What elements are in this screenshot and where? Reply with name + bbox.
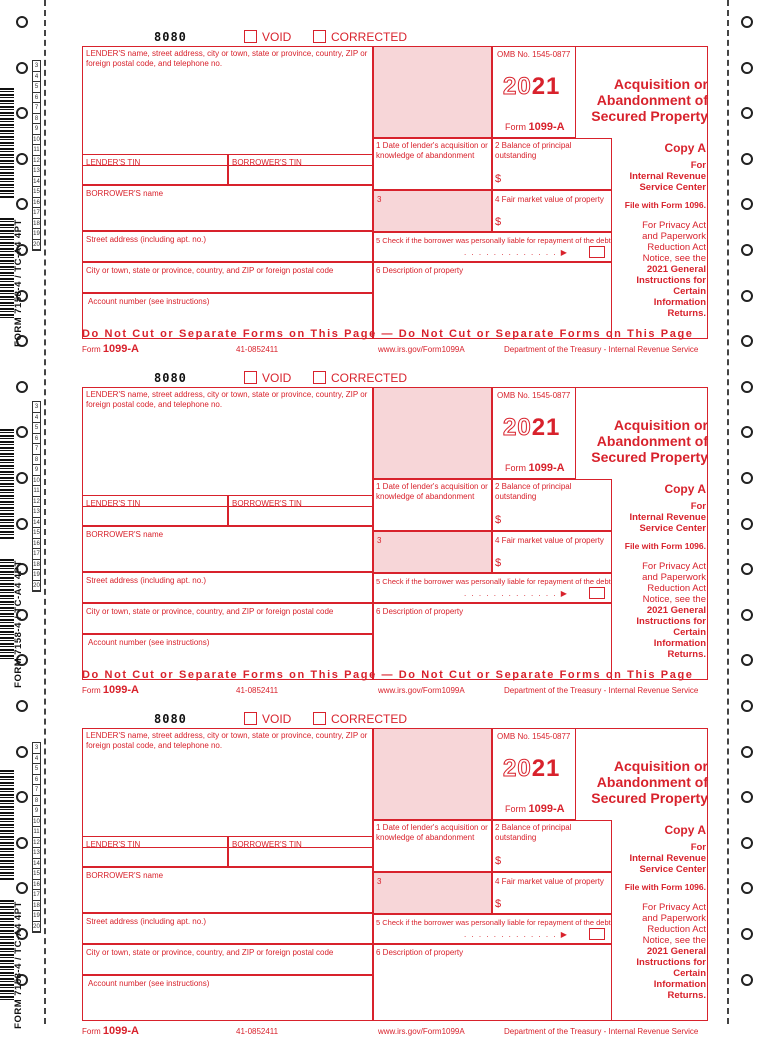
line-number: 18 bbox=[33, 560, 40, 571]
street-address-field[interactable] bbox=[82, 572, 373, 603]
box4-dollar: $ bbox=[495, 898, 502, 910]
shaded-box bbox=[373, 46, 492, 138]
borrower-name-field[interactable] bbox=[82, 185, 373, 231]
corrected-box[interactable] bbox=[313, 371, 326, 384]
void-label: VOID bbox=[262, 30, 292, 44]
line-number: 10 bbox=[33, 476, 40, 487]
barcode-top bbox=[0, 770, 14, 880]
borrower-tin-label: BORROWER'S TIN bbox=[232, 158, 302, 167]
irs-center: For Internal Revenue Service Center bbox=[629, 842, 706, 875]
street-address-label: Street address (including apt. no.) bbox=[86, 917, 207, 926]
line-number: 4 bbox=[33, 72, 40, 83]
corrected-checkbox[interactable] bbox=[313, 712, 407, 728]
line-number: 14 bbox=[33, 859, 40, 870]
line-number: 17 bbox=[33, 208, 40, 219]
footer-catalog: 41-0852411 bbox=[236, 345, 279, 354]
corrected-label: CORRECTED bbox=[331, 30, 408, 44]
line-number: 3 bbox=[33, 743, 40, 754]
line-number: 12 bbox=[33, 838, 40, 849]
lender-info-field[interactable] bbox=[82, 46, 373, 166]
line-number: 19 bbox=[33, 229, 40, 240]
box1-label: 1 Date of lender's acquisition or knowledge of abandonment bbox=[376, 823, 488, 842]
borrower-tin-field[interactable] bbox=[228, 154, 373, 185]
box3-field[interactable] bbox=[373, 531, 492, 573]
box3-field[interactable] bbox=[373, 190, 492, 232]
line-number: 20 bbox=[33, 922, 40, 933]
omb-number: OMB No. 1545-0877 bbox=[497, 732, 571, 741]
line-number: 4 bbox=[33, 413, 40, 424]
lender-info-label: LENDER'S name, street address, city or town, state or province, country, ZIP or foreign postal code, and telephone no. bbox=[86, 49, 368, 68]
copy-a-label: Copy A bbox=[664, 482, 706, 496]
do-not-cut-notice: Do Not Cut or Separate Forms on This Page — Do Not Cut or Separate Forms on This Page bbox=[82, 328, 694, 340]
box2-dollar: $ bbox=[495, 173, 502, 185]
line-number: 14 bbox=[33, 177, 40, 188]
copy-a-label: Copy A bbox=[664, 141, 706, 155]
box2-field[interactable] bbox=[492, 138, 612, 190]
barcode-bottom bbox=[0, 218, 14, 318]
corrected-box[interactable] bbox=[313, 30, 326, 43]
void-box[interactable] bbox=[244, 712, 257, 725]
line-number-strip bbox=[32, 401, 41, 592]
borrower-tin-label: BORROWER'S TIN bbox=[232, 499, 302, 508]
street-address-field[interactable] bbox=[82, 913, 373, 944]
line-number: 12 bbox=[33, 497, 40, 508]
box2-field[interactable] bbox=[492, 820, 612, 872]
borrower-name-label: BORROWER'S name bbox=[86, 189, 164, 198]
city-field[interactable] bbox=[82, 603, 373, 634]
line-number: 16 bbox=[33, 880, 40, 891]
line-number: 5 bbox=[33, 764, 40, 775]
irs-center: For Internal Revenue Service Center bbox=[629, 501, 706, 534]
street-address-label: Street address (including apt. no.) bbox=[86, 576, 207, 585]
copy-a-panel bbox=[612, 479, 708, 680]
box4-dollar: $ bbox=[495, 557, 502, 569]
box4-field[interactable] bbox=[492, 531, 612, 573]
barcode-top bbox=[0, 88, 14, 198]
line-number: 3 bbox=[33, 61, 40, 72]
form-code: 8080 bbox=[154, 712, 187, 726]
line-number: 19 bbox=[33, 911, 40, 922]
lender-tin-label: LENDER'S TIN bbox=[86, 499, 141, 508]
box1-label: 1 Date of lender's acquisition or knowledge of abandonment bbox=[376, 482, 488, 501]
line-number: 15 bbox=[33, 528, 40, 539]
account-number-label: Account number (see instructions) bbox=[88, 979, 210, 988]
line-number: 10 bbox=[33, 135, 40, 146]
side-form-id: FORM 7158-4 / TC-A4 4PT bbox=[13, 219, 24, 347]
omb-number: OMB No. 1545-0877 bbox=[497, 391, 571, 400]
tax-year: 2021 bbox=[503, 755, 561, 782]
box4-label: 4 Fair market value of property bbox=[495, 536, 604, 545]
box5-checkbox[interactable] bbox=[589, 246, 605, 258]
lender-tin-field[interactable] bbox=[82, 495, 228, 526]
copy-a-label: Copy A bbox=[664, 823, 706, 837]
box2-label: 2 Balance of principal outstanding bbox=[495, 141, 572, 160]
line-number: 8 bbox=[33, 114, 40, 125]
line-number: 10 bbox=[33, 817, 40, 828]
corrected-label: CORRECTED bbox=[331, 371, 408, 385]
borrower-name-field[interactable] bbox=[82, 867, 373, 913]
borrower-tin-label: BORROWER'S TIN bbox=[232, 840, 302, 849]
form-code: 8080 bbox=[154, 371, 187, 385]
box4-field[interactable] bbox=[492, 190, 612, 232]
line-number: 13 bbox=[33, 848, 40, 859]
line-number: 7 bbox=[33, 103, 40, 114]
footer-department: Department of the Treasury - Internal Revenue Service bbox=[504, 345, 699, 354]
line-number: 4 bbox=[33, 754, 40, 765]
account-number-field[interactable] bbox=[82, 975, 373, 1021]
box5-label: 5 Check if the borrower was personally liable for repayment of the debt bbox=[376, 236, 611, 245]
line-number: 18 bbox=[33, 901, 40, 912]
box3-label: 3 bbox=[377, 536, 382, 545]
box5-field[interactable] bbox=[373, 914, 612, 944]
box5-leader: . . . . . . . . . . . . . ▶ bbox=[464, 248, 569, 257]
lender-tin-field[interactable] bbox=[82, 154, 228, 185]
corrected-box[interactable] bbox=[313, 712, 326, 725]
line-number: 15 bbox=[33, 869, 40, 880]
line-number: 8 bbox=[33, 796, 40, 807]
box3-label: 3 bbox=[377, 195, 382, 204]
lender-info-label: LENDER'S name, street address, city or town, state or province, country, ZIP or foreign postal code, and telephone no. bbox=[86, 731, 368, 750]
box4-dollar: $ bbox=[495, 216, 502, 228]
line-number: 8 bbox=[33, 455, 40, 466]
footer-catalog: 41-0852411 bbox=[236, 1027, 279, 1036]
box2-dollar: $ bbox=[495, 514, 502, 526]
line-number-strip bbox=[32, 60, 41, 251]
line-number: 6 bbox=[33, 775, 40, 786]
form-1099-a bbox=[78, 712, 708, 1052]
omb-year-box bbox=[492, 728, 576, 820]
irs-center: For Internal Revenue Service Center bbox=[629, 160, 706, 193]
borrower-tin-field[interactable] bbox=[228, 495, 373, 526]
side-form-id: FORM 7158-4 / TC-A4 4PT bbox=[13, 560, 24, 688]
box5-label: 5 Check if the borrower was personally liable for repayment of the debt bbox=[376, 577, 611, 586]
omb-year-box bbox=[492, 46, 576, 138]
void-checkbox[interactable] bbox=[244, 371, 291, 387]
footer-form-id: Form 1099-A bbox=[82, 1025, 139, 1037]
account-number-label: Account number (see instructions) bbox=[88, 297, 210, 306]
line-number: 6 bbox=[33, 93, 40, 104]
box6-field[interactable] bbox=[373, 944, 612, 1021]
city-field[interactable] bbox=[82, 944, 373, 975]
line-number: 20 bbox=[33, 240, 40, 251]
void-checkbox[interactable] bbox=[244, 712, 291, 728]
corrected-label: CORRECTED bbox=[331, 712, 408, 726]
file-with: File with Form 1096. bbox=[624, 200, 706, 210]
line-number: 15 bbox=[33, 187, 40, 198]
lender-tin-label: LENDER'S TIN bbox=[86, 840, 141, 849]
box1-field[interactable] bbox=[373, 138, 492, 190]
form-1099-a bbox=[78, 371, 708, 711]
barcode-bottom bbox=[0, 900, 14, 1000]
box2-field[interactable] bbox=[492, 479, 612, 531]
box5-field[interactable] bbox=[373, 232, 612, 262]
borrower-name-label: BORROWER'S name bbox=[86, 530, 164, 539]
privacy-notice: For Privacy Act and Paperwork Reduction Act Notice, see the 2021 General Instructions for Certain Information Returns. bbox=[636, 561, 706, 660]
city-label: City or town, state or province, country, and ZIP or foreign postal code bbox=[86, 948, 334, 957]
line-number: 17 bbox=[33, 549, 40, 560]
void-label: VOID bbox=[262, 371, 292, 385]
box4-label: 4 Fair market value of property bbox=[495, 877, 604, 886]
line-number: 18 bbox=[33, 219, 40, 230]
box2-label: 2 Balance of principal outstanding bbox=[495, 823, 572, 842]
box3-field[interactable] bbox=[373, 872, 492, 914]
line-number: 14 bbox=[33, 518, 40, 529]
barcode-top bbox=[0, 429, 14, 539]
line-number: 16 bbox=[33, 539, 40, 550]
form-copy-2 bbox=[0, 371, 770, 711]
borrower-name-label: BORROWER'S name bbox=[86, 871, 164, 880]
box1-label: 1 Date of lender's acquisition or knowledge of abandonment bbox=[376, 141, 488, 160]
city-label: City or town, state or province, country, and ZIP or foreign postal code bbox=[86, 266, 334, 275]
line-number: 13 bbox=[33, 507, 40, 518]
line-number: 6 bbox=[33, 434, 40, 445]
form-title: Acquisition or Abandonment of Secured Property bbox=[591, 417, 708, 465]
side-form-id: FORM 7158-4 / TC-A4 4PT bbox=[13, 901, 24, 1029]
footer-url: www.irs.gov/Form1099A bbox=[378, 345, 465, 354]
box2-label: 2 Balance of principal outstanding bbox=[495, 482, 572, 501]
void-box[interactable] bbox=[244, 30, 257, 43]
lender-tin-field[interactable] bbox=[82, 836, 228, 867]
tractor-hole bbox=[741, 16, 753, 28]
box6-label: 6 Description of property bbox=[376, 948, 464, 957]
form-copy-1 bbox=[0, 30, 770, 370]
box5-label: 5 Check if the borrower was personally liable for repayment of the debt bbox=[376, 918, 611, 927]
line-number: 11 bbox=[33, 145, 40, 156]
void-checkbox[interactable] bbox=[244, 30, 291, 46]
box1-field[interactable] bbox=[373, 820, 492, 872]
line-number: 9 bbox=[33, 124, 40, 135]
box5-checkbox[interactable] bbox=[589, 587, 605, 599]
city-field[interactable] bbox=[82, 262, 373, 293]
omb-year-box bbox=[492, 387, 576, 479]
box5-leader: . . . . . . . . . . . . . ▶ bbox=[464, 930, 569, 939]
line-number: 3 bbox=[33, 402, 40, 413]
do-not-cut-notice: Do Not Cut or Separate Forms on This Page — Do Not Cut or Separate Forms on This Page bbox=[82, 669, 694, 681]
box5-field[interactable] bbox=[373, 573, 612, 603]
lender-info-label: LENDER'S name, street address, city or town, state or province, country, ZIP or foreign postal code, and telephone no. bbox=[86, 390, 368, 409]
box1-field[interactable] bbox=[373, 479, 492, 531]
line-number: 9 bbox=[33, 806, 40, 817]
barcode-bottom bbox=[0, 559, 14, 659]
box5-leader: . . . . . . . . . . . . . ▶ bbox=[464, 589, 569, 598]
box5-checkbox[interactable] bbox=[589, 928, 605, 940]
line-number: 13 bbox=[33, 166, 40, 177]
box6-label: 6 Description of property bbox=[376, 607, 464, 616]
line-number-strip bbox=[32, 742, 41, 933]
borrower-name-field[interactable] bbox=[82, 526, 373, 572]
copy-a-panel bbox=[612, 820, 708, 1021]
line-number: 11 bbox=[33, 486, 40, 497]
file-with: File with Form 1096. bbox=[624, 882, 706, 892]
privacy-notice: For Privacy Act and Paperwork Reduction Act Notice, see the 2021 General Instructions for Certain Information Returns. bbox=[636, 220, 706, 319]
street-address-label: Street address (including apt. no.) bbox=[86, 235, 207, 244]
footer-catalog: 41-0852411 bbox=[236, 686, 279, 695]
line-number: 16 bbox=[33, 198, 40, 209]
corrected-checkbox[interactable] bbox=[313, 30, 407, 46]
tax-year: 2021 bbox=[503, 414, 561, 441]
tractor-hole bbox=[16, 16, 28, 28]
line-number: 5 bbox=[33, 423, 40, 434]
line-number: 20 bbox=[33, 581, 40, 592]
form-copy-3 bbox=[0, 712, 770, 1052]
void-box[interactable] bbox=[244, 371, 257, 384]
lender-tin-label: LENDER'S TIN bbox=[86, 158, 141, 167]
shaded-box bbox=[373, 387, 492, 479]
form-title: Acquisition or Abandonment of Secured Property bbox=[591, 76, 708, 124]
footer-form-id: Form 1099-A bbox=[82, 343, 139, 355]
city-label: City or town, state or province, country, and ZIP or foreign postal code bbox=[86, 607, 334, 616]
account-number-label: Account number (see instructions) bbox=[88, 638, 210, 647]
line-number: 7 bbox=[33, 444, 40, 455]
box6-label: 6 Description of property bbox=[376, 266, 464, 275]
shaded-box bbox=[373, 728, 492, 820]
street-address-field[interactable] bbox=[82, 231, 373, 262]
borrower-tin-field[interactable] bbox=[228, 836, 373, 867]
footer-department: Department of the Treasury - Internal Revenue Service bbox=[504, 1027, 699, 1036]
line-number: 7 bbox=[33, 785, 40, 796]
tax-year: 2021 bbox=[503, 73, 561, 100]
privacy-notice: For Privacy Act and Paperwork Reduction Act Notice, see the 2021 General Instructions for Certain Information Returns. bbox=[636, 902, 706, 1001]
box3-label: 3 bbox=[377, 877, 382, 886]
line-number: 12 bbox=[33, 156, 40, 167]
box4-label: 4 Fair market value of property bbox=[495, 195, 604, 204]
form-id: Form 1099-A bbox=[505, 462, 565, 474]
file-with: File with Form 1096. bbox=[624, 541, 706, 551]
lender-info-field[interactable] bbox=[82, 387, 373, 507]
footer-department: Department of the Treasury - Internal Revenue Service bbox=[504, 686, 699, 695]
void-label: VOID bbox=[262, 712, 292, 726]
form-id: Form 1099-A bbox=[505, 121, 565, 133]
footer-url: www.irs.gov/Form1099A bbox=[378, 1027, 465, 1036]
corrected-checkbox[interactable] bbox=[313, 371, 407, 387]
line-number: 11 bbox=[33, 827, 40, 838]
footer-form-id: Form 1099-A bbox=[82, 684, 139, 696]
lender-info-field[interactable] bbox=[82, 728, 373, 848]
copy-a-panel bbox=[612, 138, 708, 339]
form-id: Form 1099-A bbox=[505, 803, 565, 815]
line-number: 5 bbox=[33, 82, 40, 93]
line-number: 17 bbox=[33, 890, 40, 901]
footer-url: www.irs.gov/Form1099A bbox=[378, 686, 465, 695]
line-number: 19 bbox=[33, 570, 40, 581]
form-1099-a bbox=[78, 30, 708, 370]
box2-dollar: $ bbox=[495, 855, 502, 867]
box4-field[interactable] bbox=[492, 872, 612, 914]
line-number: 9 bbox=[33, 465, 40, 476]
omb-number: OMB No. 1545-0877 bbox=[497, 50, 571, 59]
form-title: Acquisition or Abandonment of Secured Property bbox=[591, 758, 708, 806]
form-code: 8080 bbox=[154, 30, 187, 44]
